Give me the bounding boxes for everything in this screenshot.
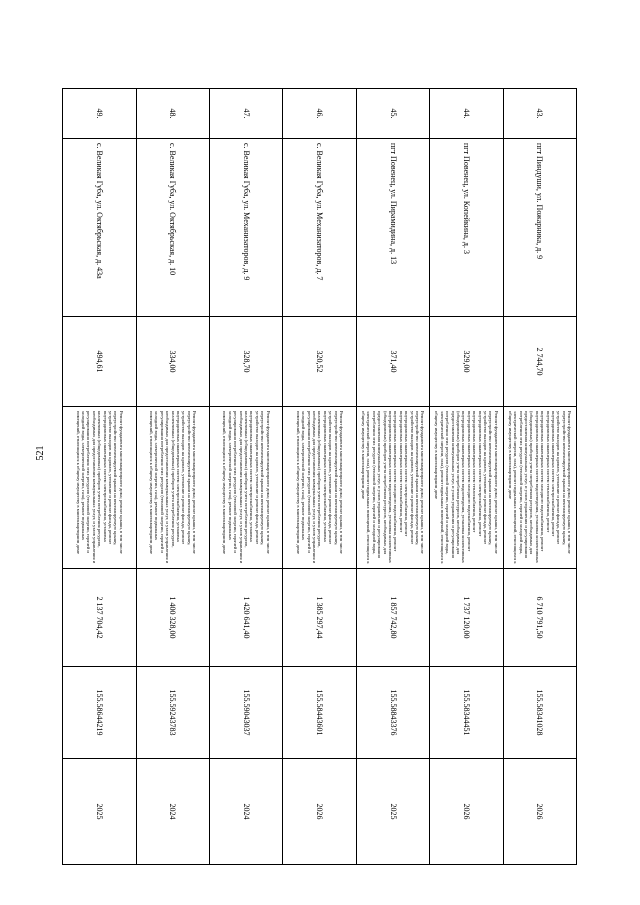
page-number: 521 (35, 445, 46, 461)
cost-cell: 6 710 791,50 (503, 569, 576, 667)
year-cell: 2026 (503, 759, 576, 865)
repair-program-table (62, 88, 577, 865)
row-number: 45. (356, 89, 429, 139)
works-cell: Ремонт фундамента многоквартирного дома; ремонт крыши, в том числе переустройство невентилируемой крыши на вентилируемую крышу, устройство выходов на кровлю, утепление и ремонт фасада, ремонт внутридомовых инженерных систем электроснабжения, установка коллективных (общедомовых) приборов учета потребления ресурсов, необходимых для предоставления коммунальных услуг, и узлов управления и регулирования потребления этих ресурсов (тепловой энергии, горячей и холодной воды, электрической энергии, газа), ремонт подвальных помещений, относящихся к общему имуществу в многоквартирном доме (63, 407, 136, 569)
row-number: 44. (430, 89, 503, 139)
table-row (136, 89, 209, 865)
address-cell: с. Великая Губа, ул. Механизаторов, д. 7 (283, 139, 356, 317)
house-code-cell: 155.59043037 (210, 667, 283, 759)
table-row (63, 89, 136, 865)
row-number: 47. (210, 89, 283, 139)
house-code-cell: 155.58843376 (356, 667, 429, 759)
house-code-cell: 155.58443601 (283, 667, 356, 759)
works-cell: Ремонт фундамента многоквартирного дома; ремонт крыши, в том числе переустройство невентилируемой крыши на вентилируемую крышу, устройство выходов на кровлю, утепление и ремонт фасада, ремонт внутридомовых инженерных систем электроснабжения, ремонт внутридомовых инженерных систем теплоснабжения, ремонт внутридомовых инженерных систем холодного водоснабжения, ремонт внутридомовых инженерных систем водоотведения, установка коллективных (общедомовых) приборов учета потребления ресурсов, необходимых для предоставления коммунальных услуг, и узлов управления и регулирования потребления этих ресурсов (тепловой энергии, горячей и холодной воды, электрической энергии, газа), ремонт подвальных помещений, относящихся к общему имуществу в многоквартирном доме (503, 407, 576, 569)
row-number: 43. (503, 89, 576, 139)
cost-cell: 1 400 328,00 (136, 569, 209, 667)
address-cell: пгт Повенец, ул. Копейкина, д. 3 (430, 139, 503, 317)
year-cell: 2026 (283, 759, 356, 865)
cost-cell: 1 420 641,40 (210, 569, 283, 667)
year-cell: 2024 (136, 759, 209, 865)
address-cell: пгт Пиндуши, ул. Пожарника, д. 9 (503, 139, 576, 317)
table-row (283, 89, 356, 865)
area-cell: 334,00 (136, 317, 209, 407)
address-cell: с. Великая Губа, ул. Механизаторов, д. 9 (210, 139, 283, 317)
cost-cell: 1 857 742,80 (356, 569, 429, 667)
house-code-cell: 155.58344451 (430, 667, 503, 759)
row-number: 49. (63, 89, 136, 139)
house-code-cell: 155.59243783 (136, 667, 209, 759)
area-cell: 328,70 (210, 317, 283, 407)
area-cell: 371,40 (356, 317, 429, 407)
works-cell: Ремонт фундамента многоквартирного дома; ремонт крыши, в том числе переустройство невентилируемой крыши на вентилируемую крышу, устройство выходов на кровлю, утепление и ремонт фасада, ремонт внутридомовых инженерных систем электроснабжения, установка коллективных (общедомовых) приборов учета потребления ресурсов, необходимых для предоставления коммунальных услуг, и узлов управления и регулирования потребления этих ресурсов (тепловой энергии, горячей и холодной воды, электрической энергии, газа), ремонт подвальных помещений, относящихся к общему имуществу в многоквартирном доме (210, 407, 283, 569)
works-cell: Ремонт фундамента многоквартирного дома; ремонт крыши, в том числе переустройство невентилируемой крыши на вентилируемую крышу, устройство выходов на кровлю, утепление и ремонт фасада, ремонт внутридомовых инженерных систем электроснабжения, установка коллективных (общедомовых) приборов учета потребления ресурсов, необходимых для предоставления коммунальных услуг, и узлов управления и регулирования потребления этих ресурсов (тепловой энергии, горячей и холодной воды, электрической энергии, газа), ремонт подвальных помещений, относящихся к общему имуществу в многоквартирном доме (136, 407, 209, 569)
year-cell: 2026 (430, 759, 503, 865)
area-cell: 320,52 (283, 317, 356, 407)
address-cell: с. Великая Губа, ул. Октябрьская, д. 10 (136, 139, 209, 317)
area-cell: 2 744,70 (503, 317, 576, 407)
table-row (356, 89, 429, 865)
area-cell: 329,00 (430, 317, 503, 407)
address-cell: пгт Повенец, ул. Пирамидина, д. 13 (356, 139, 429, 317)
cost-cell: 2 137 704,42 (63, 569, 136, 667)
cost-cell: 1 385 297,44 (283, 569, 356, 667)
table-row (210, 89, 283, 865)
year-cell: 2025 (63, 759, 136, 865)
table-row (503, 89, 576, 865)
works-cell: Ремонт фундамента многоквартирного дома; ремонт крыши, в том числе переустройство невентилируемой крыши на вентилируемую крышу, устройство выходов на кровлю, утепление и ремонт фасада, ремонт внутридомовых инженерных систем электроснабжения, ремонт внутридомовых инженерных систем теплоснабжения, ремонт внутридомовых инженерных систем холодного водоснабжения, ремонт внутридомовых инженерных систем водоотведения, установка коллективных (общедомовых) приборов учета потребления ресурсов, необходимых для предоставления коммунальных услуг, и узлов управления и регулирования потребления этих ресурсов (тепловой энергии, горячей и холодной воды, электрической энергии, газа), ремонт подвальных помещений, относящихся к общему имуществу в многоквартирном доме (356, 407, 429, 569)
address-cell: с. Великая Губа, ул. Октябрьская, д. 43а (63, 139, 136, 317)
area-cell: 494,61 (63, 317, 136, 407)
house-code-cell: 155.58341028 (503, 667, 576, 759)
year-cell: 2025 (356, 759, 429, 865)
works-cell: Ремонт фундамента многоквартирного дома; ремонт крыши, в том числе переустройство невентилируемой крыши на вентилируемую крышу, устройство выходов на кровлю, утепление и ремонт фасада, ремонт внутридомовых инженерных систем электроснабжения, ремонт внутридомовых инженерных систем теплоснабжения, ремонт внутридомовых инженерных систем холодного водоснабжения, ремонт внутридомовых инженерных систем водоотведения, установка коллективных (общедомовых) приборов учета потребления ресурсов, необходимых для предоставления коммунальных услуг, и узлов управления и регулирования потребления этих ресурсов (тепловой энергии, горячей и холодной воды, электрической энергии, газа), ремонт подвальных помещений, относящихся к общему имуществу в многоквартирном доме (430, 407, 503, 569)
row-number: 48. (136, 89, 209, 139)
works-cell: Ремонт фундамента многоквартирного дома; ремонт крыши, в том числе переустройство невентилируемой крыши на вентилируемую крышу, устройство выходов на кровлю, утепление и ремонт фасада, ремонт внутридомовых инженерных систем электроснабжения, установка коллективных (общедомовых) приборов учета потребления ресурсов, необходимых для предоставления коммунальных услуг, и узлов управления и регулирования потребления этих ресурсов (тепловой энергии, горячей и холодной воды, электрической энергии, газа), ремонт подвальных помещений, относящихся к общему имуществу в многоквартирном доме (283, 407, 356, 569)
cost-cell: 1 737 120,00 (430, 569, 503, 667)
row-number: 46. (283, 89, 356, 139)
house-code-cell: 155.58644219 (63, 667, 136, 759)
table-body (63, 89, 577, 865)
table-row (430, 89, 503, 865)
year-cell: 2024 (210, 759, 283, 865)
